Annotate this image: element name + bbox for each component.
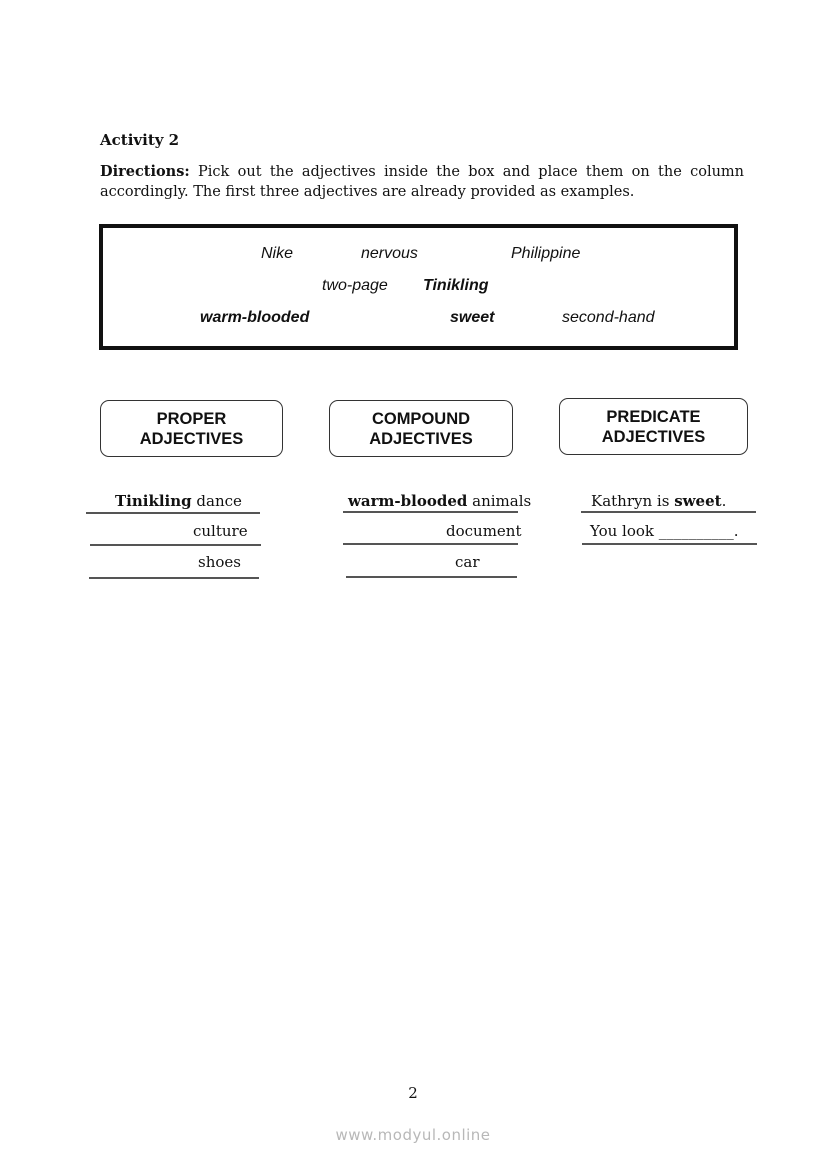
proper-entry-1-adjective: Tinikling [115, 492, 192, 510]
predicate-header-line1: PREDICATE [606, 407, 701, 426]
activity-title: Activity 2 [100, 131, 180, 149]
proper-adjectives-header [100, 400, 283, 457]
predicate-entry-1-subject: Kathryn is [591, 492, 675, 510]
word-philippine: Philippine [511, 245, 581, 262]
answer-line [343, 543, 518, 545]
directions-label: Directions: [100, 163, 190, 180]
compound-header-line2: ADJECTIVES [369, 429, 473, 448]
compound-entry-1-adjective: warm-blooded [348, 492, 468, 510]
predicate-entry-1-period: . [721, 492, 727, 510]
predicate-entry-1-adjective: sweet [674, 492, 722, 510]
word-second-hand: second-hand [562, 309, 655, 326]
answer-line [346, 576, 517, 578]
answer-line [90, 544, 261, 546]
word-tinikling: Tinikling [423, 277, 489, 294]
word-nervous: nervous [361, 245, 418, 262]
directions-paragraph [100, 162, 744, 202]
compound-header-line1: COMPOUND [371, 409, 471, 428]
word-two-page: two-page [322, 277, 388, 294]
proper-header-line2: ADJECTIVES [139, 429, 244, 448]
proper-entry-2: culture [193, 522, 248, 540]
answer-line [89, 577, 259, 579]
compound-entry-2: document [446, 522, 522, 540]
predicate-header-line2: ADJECTIVES [601, 427, 706, 446]
proper-entry-3: shoes [198, 553, 241, 571]
compound-entry-1-noun: animals [467, 492, 532, 510]
predicate-entry-2: You look __________. [590, 522, 739, 540]
answer-line [582, 543, 757, 545]
compound-entry-3: car [455, 553, 480, 571]
compound-adjectives-header [329, 400, 513, 457]
page-number: 2 [408, 1084, 418, 1102]
predicate-entry-1 [591, 492, 726, 510]
predicate-adjectives-header [559, 398, 748, 455]
proper-entry-1-noun: dance [191, 492, 242, 510]
compound-entry-1 [348, 492, 531, 510]
word-warm-blooded: warm-blooded [200, 309, 310, 326]
adjective-word-box [99, 224, 738, 350]
answer-line [581, 511, 756, 513]
word-sweet: sweet [450, 309, 495, 326]
word-nike: Nike [261, 245, 294, 262]
proper-header-line1: PROPER [156, 409, 227, 428]
directions-text: Pick out the adjectives inside the box and place them on the column accordingly. The first three adjectives are already provided as examples. [100, 164, 745, 200]
answer-line [86, 512, 260, 514]
proper-entry-1 [115, 492, 242, 510]
watermark: www.modyul.online [335, 1126, 491, 1144]
answer-line [343, 511, 518, 513]
